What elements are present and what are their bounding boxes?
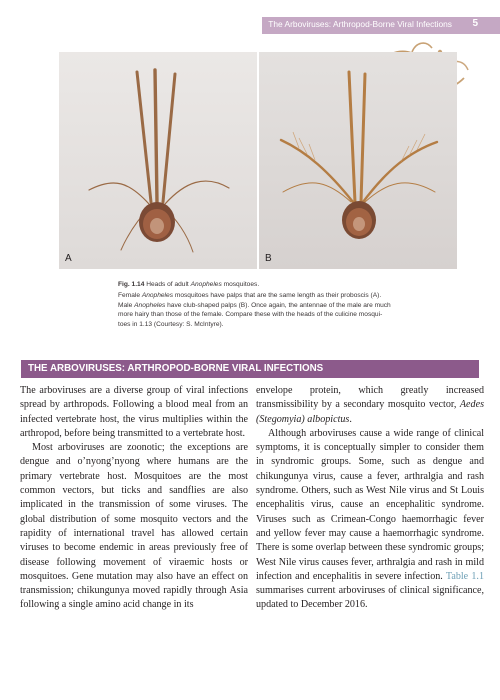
caption-title-pre: Heads of adult (146, 281, 191, 288)
panel-a-label: A (65, 253, 72, 264)
species-name: Aedes (Stegomyia) albopictus (256, 399, 484, 425)
caption-title-genus: Anopheles (190, 281, 222, 288)
mosquito-head-male-image (259, 52, 457, 269)
body-paragraph: Most arboviruses are zoonotic; the exceptions are dengue and o’nyong’nyong where humans are the primary vertebrate host. Mosquitoes are the most common vectors, but ticks and sandflies are also implicated in the transmission of some viruses. The global distribution of some mosquito vectors and the rapidity of international travel has allowed certain viruses to become endemic in areas previously free of disease following movement of viraemic hosts or mosquitoes. Gene mutation may also have an effect on transmission; chikungunya moved rapidly through Asia following a single amino acid change in its (20, 442, 248, 611)
figure-panel-b (259, 52, 457, 269)
caption-l1-genus: Anopheles (141, 291, 173, 299)
body-column-right (256, 384, 484, 613)
caption-line-4: toes in 1.13 (Courtesy: S. McIntyre). (118, 321, 224, 329)
page-number: 5 (472, 18, 478, 29)
paragraph-text: envelope protein, which greatly increased transmissibility by a secondary mosquito vector, (256, 385, 484, 411)
caption-l2-prefix: Male (118, 301, 135, 309)
section-heading-band (21, 360, 479, 378)
figure-caption (118, 280, 448, 330)
caption-l2-genus: Anopheles (134, 301, 166, 309)
figure-number: Fig. 1.14 (118, 281, 145, 288)
caption-line-2 (118, 301, 448, 311)
paragraph-text: Although arboviruses cause a wide range of clinical symptoms, it is conceptually simpler to consider them in syndromic groups. Some, such as dengue and chikungunya virus, cause a fever, arthralgia and rash syndrome. Others, such as West Nile virus and St Louis encephalitis virus, cause an encephalitic syndrome. Viruses such as Crimean-Congo haemorrhagic fever and yellow fever may cause a haemorrhagic syndrome. There is some overlap between these syndromic groups; West Nile virus causes fever, arthralgia and rash in mild infection and encephalitis in severe infection. (256, 427, 484, 582)
paragraph-text: . (349, 413, 352, 425)
section-title: THE ARBOVIRUSES: ARTHROPOD-BORNE VIRAL INFECTIONS (28, 363, 324, 374)
caption-l1-rest: mosquitoes have palps that are the same length as their proboscis (A). (173, 291, 382, 299)
running-title: The Arboviruses: Arthropod-Borne Viral Infections (268, 19, 452, 29)
paragraph-text: summarises current arboviruses of clinical significance, updated to December 2016. (256, 585, 484, 611)
caption-heading (118, 280, 448, 290)
figure-panel-a (59, 52, 257, 269)
table-reference-link[interactable]: Table 1.1 (445, 570, 484, 582)
body-paragraph (256, 427, 484, 613)
caption-l1-prefix: Female (118, 291, 142, 299)
running-header (0, 17, 500, 34)
mosquito-head-female-image (59, 52, 257, 269)
body-paragraph: The arboviruses are a diverse group of viral infections spread by arthropods. Following a blood meal from an infected vertebrate host, the virus multiplies within the arthropod, before being transmitted to a vertebrate host. (20, 385, 248, 439)
body-column-left (20, 384, 248, 613)
panel-b-label: B (265, 253, 272, 264)
caption-l2-rest: have club-shaped palps (B). Once again, the antennae of the male are much (165, 301, 391, 309)
body-paragraph (256, 384, 484, 427)
caption-title-post: mosquitoes. (221, 281, 260, 288)
caption-line-3: more hairy than those of the female. Compare these with the heads of the culicine mosqui- (118, 311, 383, 319)
caption-line-1 (118, 291, 448, 301)
